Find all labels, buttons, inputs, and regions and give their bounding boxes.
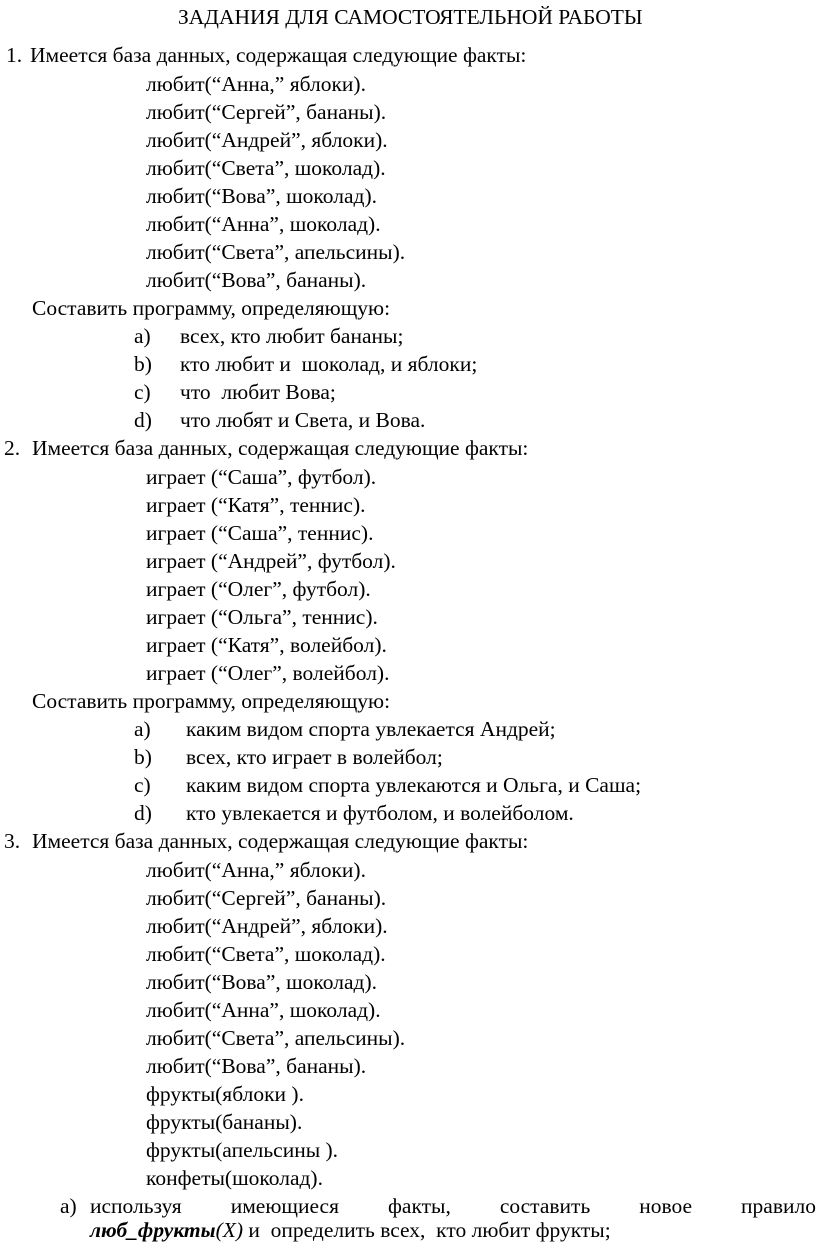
item-label: d) bbox=[134, 408, 152, 432]
fact-line: любит(“Вова”, шоколад). bbox=[146, 184, 377, 208]
fact-line: играет (“Саша”, теннис). bbox=[146, 521, 374, 545]
fact-line: любит(“Вова”, бананы). bbox=[146, 268, 367, 292]
fact-line: любит(“Света”, шоколад). bbox=[146, 156, 386, 180]
fact-line: играет (“Олег”, футбол). bbox=[146, 577, 371, 601]
item-label: а) bbox=[60, 1194, 77, 1218]
fact-line: фрукты(яблоки ). bbox=[146, 1082, 304, 1106]
word: используя bbox=[90, 1194, 182, 1218]
fact-line: любит(“Андрей”, яблоки). bbox=[146, 128, 388, 152]
word: факты, bbox=[387, 1194, 451, 1218]
item-label: a) bbox=[134, 324, 151, 348]
item-label: a) bbox=[134, 717, 151, 741]
item-label: d) bbox=[134, 801, 152, 825]
word: имеющиеся bbox=[230, 1194, 339, 1218]
item-label: b) bbox=[134, 352, 152, 376]
fact-line: любит(“Анна”, шоколад). bbox=[146, 212, 381, 236]
rule-arg: (X) bbox=[215, 1218, 244, 1242]
task-3-intro: Имеется база данных, содержащая следующие факты: bbox=[32, 829, 529, 853]
item-text-continuation bbox=[90, 1217, 611, 1243]
task-2-number: 2. bbox=[4, 436, 21, 460]
item-label: c) bbox=[134, 773, 151, 797]
word: новое bbox=[639, 1194, 693, 1218]
fact-line: играет (“Олег”, волейбол). bbox=[146, 661, 390, 685]
fact-line: играет (“Ольга”, теннис). bbox=[146, 605, 378, 629]
task-1-intro: Имеется база данных, содержащая следующие факты: bbox=[30, 43, 527, 67]
fact-line: любит(“Света”, шоколад). bbox=[146, 942, 386, 966]
fact-line: играет (“Катя”, волейбол). bbox=[146, 633, 387, 657]
page-title: ЗАДАНИЯ ДЛЯ САМОСТОЯТЕЛЬНОЙ РАБОТЫ bbox=[178, 5, 643, 29]
fact-line: любит(“Вова”, шоколад). bbox=[146, 970, 377, 994]
fact-line: любит(“Анна,” яблоки). bbox=[146, 72, 366, 96]
item-label: b) bbox=[134, 745, 152, 769]
fact-line: играет (“Андрей”, футбол). bbox=[146, 549, 396, 573]
fact-line: фрукты(бананы). bbox=[146, 1110, 303, 1134]
fact-line: любит(“Анна,” яблоки). bbox=[146, 858, 366, 882]
task-1-prompt: Составить программу, определяющую: bbox=[32, 296, 391, 320]
task-2-intro: Имеется база данных, содержащая следующие факты: bbox=[32, 436, 529, 460]
fact-line: играет (“Саша”, футбол). bbox=[146, 465, 377, 489]
fact-line: любит(“Сергей”, бананы). bbox=[146, 100, 387, 124]
item-text: каким видом спорта увлекаются и Ольга, и Саша; bbox=[186, 773, 642, 797]
item-text: всех, кто играет в волейбол; bbox=[186, 745, 443, 769]
item-text: что любит Вова; bbox=[180, 380, 336, 404]
item-text: кто увлекается и футболом, и волейболом. bbox=[186, 801, 574, 825]
word: правило bbox=[741, 1194, 816, 1218]
rule-name: люб_фрукты bbox=[90, 1218, 216, 1242]
fact-line: любит(“Вова”, бананы). bbox=[146, 1054, 367, 1078]
rule-rest: и определить всех, кто любит фрукты; bbox=[243, 1218, 611, 1242]
item-label: c) bbox=[134, 380, 151, 404]
word: составить bbox=[499, 1194, 591, 1218]
fact-line: любит(“Андрей”, яблоки). bbox=[146, 914, 388, 938]
task-3-number: 3. bbox=[4, 829, 21, 853]
fact-line: любит(“Анна”, шоколад). bbox=[146, 998, 381, 1022]
task-2-prompt: Составить программу, определяющую: bbox=[32, 689, 391, 713]
item-text: что любят и Света, и Вова. bbox=[180, 408, 426, 432]
item-text: всех, кто любит бананы; bbox=[180, 324, 404, 348]
item-text: кто любит и шоколад, и яблоки; bbox=[180, 352, 478, 376]
fact-line: любит(“Сергей”, бананы). bbox=[146, 886, 387, 910]
fact-line: любит(“Света”, апельсины). bbox=[146, 240, 406, 264]
item-text: каким видом спорта увлекается Андрей; bbox=[186, 717, 556, 741]
task-1-number: 1. bbox=[6, 43, 23, 67]
fact-line: конфеты(шоколад). bbox=[146, 1166, 323, 1190]
fact-line: играет (“Катя”, теннис). bbox=[146, 493, 366, 517]
fact-line: фрукты(апельсины ). bbox=[146, 1138, 339, 1162]
item-text-justified bbox=[90, 1193, 816, 1219]
fact-line: любит(“Света”, апельсины). bbox=[146, 1026, 406, 1050]
